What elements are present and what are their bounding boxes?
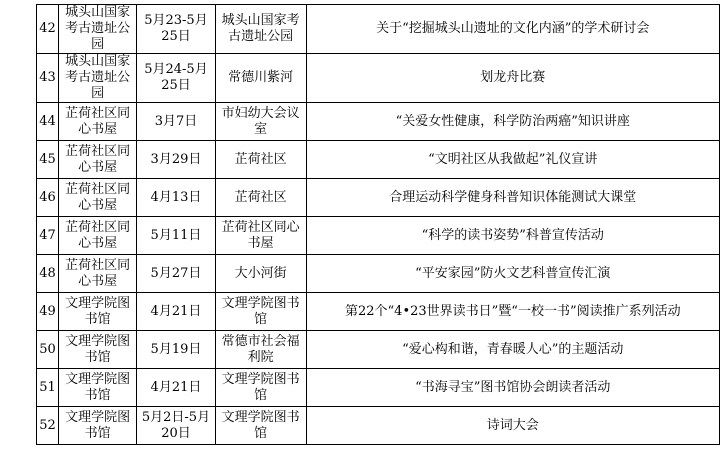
location-cell: 市妇幼大会议室 — [215, 103, 306, 141]
activity-cell: “文明社区从我做起”礼仪宣讲 — [306, 141, 719, 179]
organizer-cell: 城头山国家考古遗址公园 — [58, 54, 136, 103]
table-row — [37, 141, 720, 179]
activity-cell: “关爱女性健康，科学防治两癌”知识讲座 — [306, 103, 719, 141]
organizer-cell: 文理学院图书馆 — [58, 407, 136, 445]
row-number: 48 — [37, 255, 59, 293]
row-number: 52 — [37, 407, 59, 445]
activity-cell: 第22个“4•23世界读书日”暨“一校一书”阅读推广系列活动 — [306, 293, 719, 331]
location-cell: 文理学院图书馆 — [215, 369, 306, 407]
organizer-cell: 芷荷社区同心书屋 — [58, 103, 136, 141]
row-number: 49 — [37, 293, 59, 331]
location-cell: 芷荷社区 — [215, 141, 306, 179]
activity-cell: 合理运动科学健身科普知识体能测试大课堂 — [306, 179, 719, 217]
table-row — [37, 331, 720, 369]
activity-cell: 关于“挖掘城头山遗址的文化内涵”的学术研讨会 — [306, 5, 719, 54]
row-number: 45 — [37, 141, 59, 179]
row-number: 43 — [37, 54, 59, 103]
table-row — [37, 103, 720, 141]
activity-cell: “科学的读书姿势”科普宣传活动 — [306, 217, 719, 255]
row-number: 42 — [37, 5, 59, 54]
location-cell: 常德川紫河 — [215, 54, 306, 103]
row-number: 46 — [37, 179, 59, 217]
date-cell: 5月2日-5月20日 — [137, 407, 216, 445]
date-cell: 4月21日 — [137, 293, 216, 331]
table-body — [37, 5, 720, 445]
date-cell: 5月19日 — [137, 331, 216, 369]
date-cell: 3月7日 — [137, 103, 216, 141]
activity-cell: 划龙舟比赛 — [306, 54, 719, 103]
table-row — [37, 369, 720, 407]
location-cell: 文理学院图书馆 — [215, 407, 306, 445]
activity-cell: “书海寻宝”图书馆协会朗读者活动 — [306, 369, 719, 407]
date-cell: 5月24-5月25日 — [137, 54, 216, 103]
organizer-cell: 芷荷社区同心书屋 — [58, 179, 136, 217]
location-cell: 文理学院图书馆 — [215, 293, 306, 331]
row-number: 50 — [37, 331, 59, 369]
organizer-cell: 芷荷社区同心书屋 — [58, 141, 136, 179]
table-row — [37, 255, 720, 293]
date-cell: 4月13日 — [137, 179, 216, 217]
table-row — [37, 407, 720, 445]
location-cell: 城头山国家考古遗址公园 — [215, 5, 306, 54]
table-row — [37, 5, 720, 54]
table-row — [37, 54, 720, 103]
activities-table — [36, 4, 720, 445]
date-cell: 3月29日 — [137, 141, 216, 179]
table-row — [37, 293, 720, 331]
organizer-cell: 文理学院图书馆 — [58, 369, 136, 407]
date-cell: 5月23-5月25日 — [137, 5, 216, 54]
organizer-cell: 文理学院图书馆 — [58, 293, 136, 331]
location-cell: 大小河街 — [215, 255, 306, 293]
row-number: 47 — [37, 217, 59, 255]
location-cell: 常德市社会福利院 — [215, 331, 306, 369]
row-number: 51 — [37, 369, 59, 407]
row-number: 44 — [37, 103, 59, 141]
date-cell: 4月21日 — [137, 369, 216, 407]
organizer-cell: 芷荷社区同心书屋 — [58, 217, 136, 255]
organizer-cell: 芷荷社区同心书屋 — [58, 255, 136, 293]
organizer-cell: 城头山国家考古遗址公园 — [58, 5, 136, 54]
activity-cell: “平安家园”防火文艺科普宣传汇演 — [306, 255, 719, 293]
activity-cell: “爱心构和谐，青春暖人心”的主题活动 — [306, 331, 719, 369]
location-cell: 芷荷社区 — [215, 179, 306, 217]
organizer-cell: 文理学院图书馆 — [58, 331, 136, 369]
activity-cell: 诗词大会 — [306, 407, 719, 445]
date-cell: 5月11日 — [137, 217, 216, 255]
table-row — [37, 217, 720, 255]
table-row — [37, 179, 720, 217]
location-cell: 芷荷社区同心书屋 — [215, 217, 306, 255]
date-cell: 5月27日 — [137, 255, 216, 293]
